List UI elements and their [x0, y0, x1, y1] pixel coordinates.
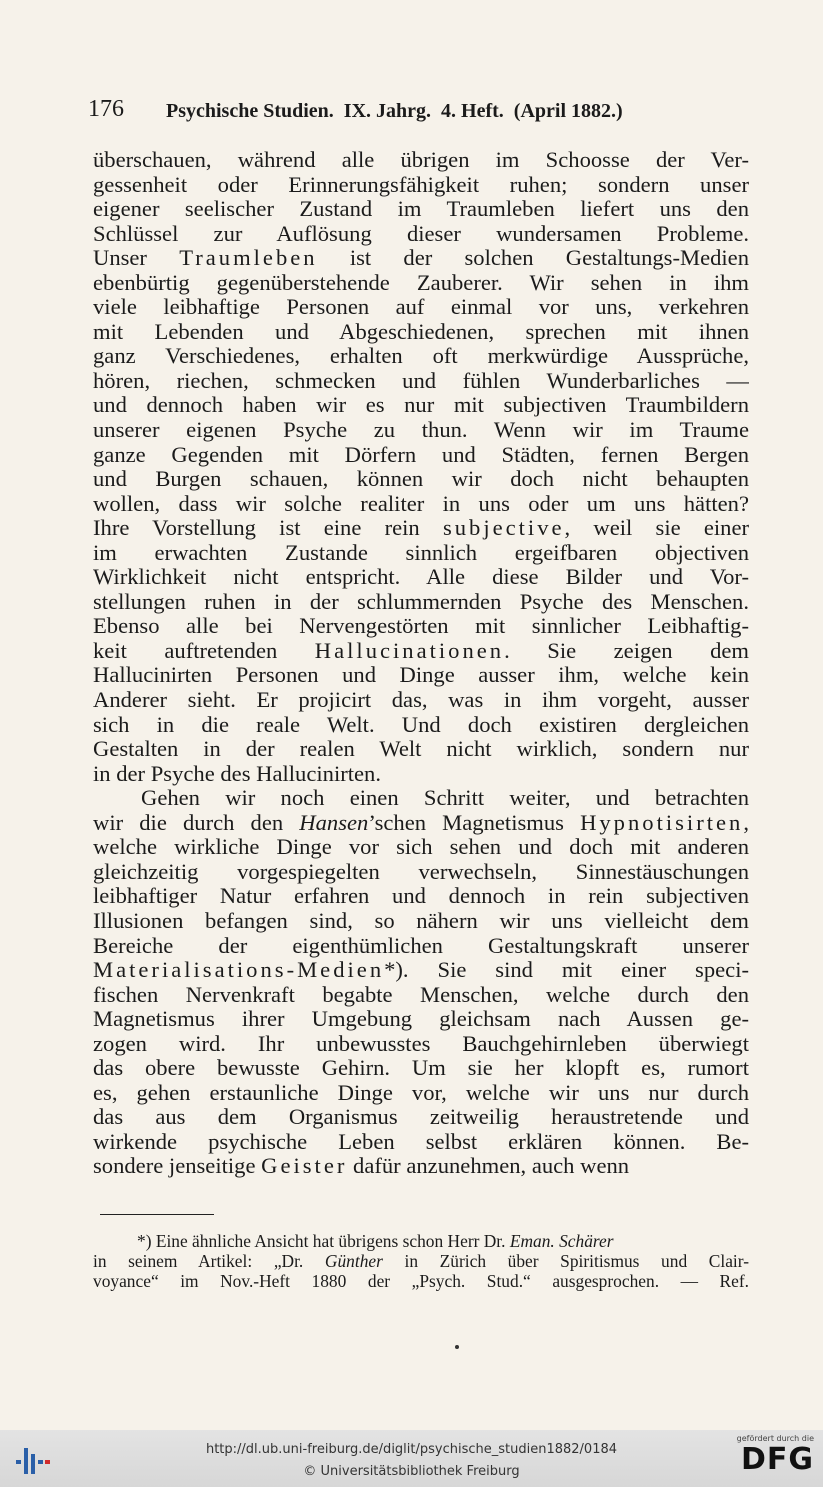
text-line — [93, 934, 749, 959]
text-line — [93, 737, 749, 762]
text-segment: und Burgen schauen, können wir doch nicht behaupten — [93, 467, 749, 492]
text-line — [93, 173, 749, 198]
text-segment: sondere jenseitige — [93, 1154, 262, 1179]
text-segment: hören, riechen, schmecken und fühlen Wunderbarliches — — [93, 368, 749, 393]
text-segment: Gestalten in der realen Welt nicht wirklich, sondern nur — [93, 737, 749, 762]
text-segment: ganz Verschiedenes, erhalten oft merkwürdige Aussprüche, — [93, 344, 749, 369]
text-segment: fischen Nervenkraft begabte Menschen, welche durch den — [93, 982, 749, 1007]
text-segment: , — [743, 810, 749, 835]
text-segment: ’schen Magnetismus — [368, 810, 581, 835]
spaced-emphasis: Traumleben — [179, 246, 318, 271]
text-line — [93, 246, 749, 271]
text-line — [93, 1081, 749, 1106]
text-segment: . Sie zeigen dem — [504, 638, 749, 663]
text-segment: und dennoch haben wir es nur mit subjectiven Traumbildern — [93, 393, 749, 418]
text-line — [93, 639, 749, 664]
text-line — [93, 713, 749, 738]
dfg-logo-mark: DFG — [740, 1442, 814, 1477]
text-line — [93, 1007, 749, 1032]
text-segment: das obere bewusste Gehirn. Um sie her klopft es, rumort — [93, 1056, 749, 1081]
text-segment: leibhaftiger Natur erfahren und dennoch in rein subjectiven — [93, 884, 749, 909]
spaced-emphasis: subjective — [442, 516, 565, 541]
text-segment: sich in die reale Welt. Und doch existiren dergleichen — [93, 712, 749, 737]
body-text — [93, 148, 749, 1179]
spaced-emphasis: Hallucinationen — [314, 638, 505, 663]
text-line — [93, 590, 749, 615]
footnote — [93, 1231, 749, 1291]
text-segment: *). Sie sind mit einer speci- — [384, 958, 749, 983]
text-line — [93, 1130, 749, 1155]
text-line — [93, 762, 749, 787]
text-line — [93, 1271, 749, 1291]
text-line — [93, 222, 749, 247]
ink-dot — [455, 1345, 459, 1349]
italic-name: Hansen — [299, 810, 369, 835]
text-line — [93, 295, 749, 320]
source-url[interactable]: http://dl.ub.uni-freiburg.de/diglit/psychische_studien1882/0184 — [205, 1442, 618, 1457]
funder-caption: gefördert durch die — [736, 1434, 814, 1443]
text-line — [93, 811, 749, 836]
text-segment: Gehen wir noch einen Schritt weiter, und betrachten — [141, 786, 749, 811]
text-segment: eigener seelischer Zustand im Traumleben liefert uns den — [93, 197, 749, 222]
text-segment: Illusionen befangen sind, so nähern wir uns vielleicht dem — [93, 908, 749, 933]
text-segment: Ebenso alle bei Nervengestörten mit sinnlicher Leibhaftig- — [93, 614, 749, 639]
text-segment: Wirklichkeit nicht entspricht. Alle diese Bilder und Vor- — [93, 565, 749, 590]
text-line — [93, 614, 749, 639]
text-line — [93, 271, 749, 296]
text-segment: Anderer sieht. Er projicirt das, was in ihm vorgeht, ausser — [93, 688, 749, 713]
text-segment: *) Eine ähnliche Ansicht hat übrigens schon Herr Dr. — [137, 1231, 510, 1251]
italic-name: Günther — [324, 1251, 383, 1271]
page-number: 176 — [88, 96, 124, 122]
text-segment: zogen wird. Ihr unbewusstes Bauchgehirnleben überwiegt — [93, 1031, 749, 1056]
text-segment: mit Lebenden und Abgeschiedenen, sprechen mit ihnen — [93, 319, 749, 344]
text-segment: überschauen, während alle übrigen im Schoosse der Ver- — [93, 148, 749, 172]
text-line — [93, 835, 749, 860]
text-line — [93, 786, 749, 811]
text-segment: ebenbürtig gegenüberstehende Zauberer. Wir sehen in ihm — [93, 270, 749, 295]
text-line — [93, 541, 749, 566]
spaced-emphasis: Hypnotisirten — [580, 810, 744, 835]
text-segment: Bereiche der eigenthümlichen Gestaltungskraft unserer — [93, 933, 749, 958]
spaced-emphasis: Geister — [261, 1154, 348, 1179]
text-segment: ganze Gegenden mit Dörfern und Städten, fernen Bergen — [93, 442, 749, 467]
text-segment: im erwachten Zustande sinnlich ergeifbaren objectiven — [93, 540, 749, 565]
text-line — [93, 860, 749, 885]
text-segment: welche wirkliche Dinge vor sich sehen und doch mit anderen — [93, 835, 749, 860]
text-line — [93, 663, 749, 688]
text-line — [93, 418, 749, 443]
viewer-footer — [0, 1430, 823, 1487]
text-line — [93, 958, 749, 983]
text-line — [93, 565, 749, 590]
text-line — [93, 344, 749, 369]
text-line — [93, 1231, 749, 1251]
text-segment: unserer eigenen Psyche zu thun. Wenn wir im Traume — [93, 418, 749, 443]
text-segment: stellungen ruhen in der schlummernden Psyche des Menschen. — [93, 589, 749, 614]
footnote-rule — [100, 1214, 214, 1215]
text-segment: viele leibhaftige Personen auf einmal vor uns, verkehren — [93, 295, 749, 320]
text-segment: das aus dem Organismus zeitweilig heraustretende und — [93, 1105, 749, 1130]
text-segment: in Zürich über Spiritismus und Clair- — [382, 1251, 749, 1271]
text-segment: es, gehen erstaunliche Dinge vor, welche wir uns nur durch — [93, 1080, 749, 1105]
text-line — [93, 320, 749, 345]
text-segment: Magnetismus ihrer Umgebung gleichsam nach Aussen ge- — [93, 1007, 749, 1032]
text-line — [93, 197, 749, 222]
text-line — [93, 492, 749, 517]
text-segment: in seinem Artikel: „Dr. — [93, 1251, 325, 1271]
text-segment: Unser — [93, 246, 180, 271]
dfg-logo — [722, 1434, 814, 1482]
text-segment: dafür anzunehmen, auch wenn — [347, 1154, 630, 1179]
text-segment: Hallucinirten Personen und Dinge ausser ihm, welche kein — [93, 663, 749, 688]
text-line — [93, 688, 749, 713]
spaced-emphasis: Materialisations-Medien — [93, 958, 385, 983]
text-segment: wirkende psychische Leben selbst erklären können. Be- — [93, 1129, 749, 1154]
text-segment: wir die durch den — [93, 810, 300, 835]
text-line — [93, 1251, 749, 1271]
text-line — [93, 369, 749, 394]
text-segment: wollen, dass wir solche realiter in uns oder um uns hätten? — [93, 491, 749, 516]
text-segment: Ihre Vorstellung ist eine rein — [93, 516, 443, 541]
text-segment: Schlüssel zur Auflösung dieser wundersamen Probleme. — [93, 221, 749, 246]
text-line — [93, 1032, 749, 1057]
text-line — [93, 393, 749, 418]
text-line — [93, 909, 749, 934]
text-segment: , weil sie einer — [564, 516, 749, 541]
text-segment: voyance“ im Nov.-Heft 1880 der „Psych. Stud.“ ausgesprochen. — Ref. — [93, 1271, 749, 1291]
text-line — [93, 516, 749, 541]
text-line — [93, 467, 749, 492]
italic-name: Eman. Schärer — [509, 1231, 614, 1251]
text-line — [93, 443, 749, 468]
text-line — [93, 1105, 749, 1130]
text-line — [93, 983, 749, 1008]
text-line — [93, 1154, 749, 1179]
text-segment: gessenheit oder Erinnerungsfähigkeit ruhen; sondern unser — [93, 172, 749, 197]
running-header — [88, 96, 748, 130]
text-segment: ist der solchen Gestaltungs-Medien — [317, 246, 749, 271]
copyright-notice: © Universitätsbibliothek Freiburg — [303, 1464, 520, 1479]
text-segment: in der Psyche des Hallucinirten. — [93, 761, 381, 786]
text-line — [93, 884, 749, 909]
text-line — [93, 148, 749, 173]
text-line — [93, 1056, 749, 1081]
running-title: Psychische Studien. IX. Jahrg. 4. Heft. (April 1882.) — [166, 100, 623, 122]
text-segment: keit auftretenden — [93, 638, 315, 663]
text-segment: gleichzeitig vorgespiegelten verwechseln, Sinnestäuschungen — [93, 859, 749, 884]
